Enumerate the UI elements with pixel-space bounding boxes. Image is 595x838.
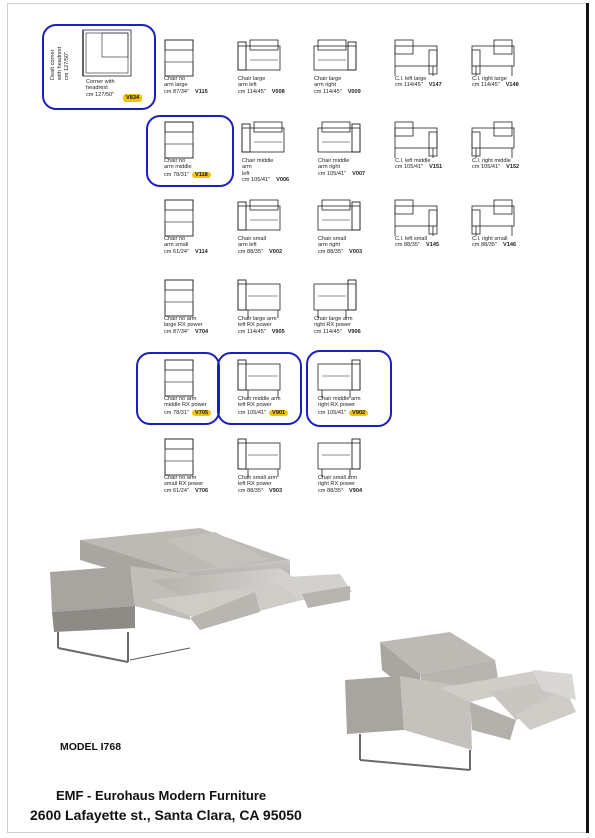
caption-line: arm middle [164, 164, 192, 171]
caption-line: small RX power [164, 481, 204, 488]
caption-line: Chair small [318, 236, 346, 242]
module-code: V901 [269, 410, 288, 416]
caption-line: right RX power [318, 402, 355, 409]
caption-line: Chair large [238, 76, 266, 82]
module-drawing [162, 435, 208, 479]
caption-line: cm 114/45" V009 [314, 88, 361, 95]
module-drawing [162, 276, 208, 320]
module-code: V009 [347, 88, 361, 95]
caption-line: cm 114/45" V147 [395, 82, 442, 89]
caption-line: Chair small arm [238, 475, 278, 481]
caption-line: C.l. right large [472, 76, 507, 82]
sofa-photo-front [40, 520, 360, 670]
module-drawing [236, 196, 282, 240]
caption-line: cm 78/31" V118 [164, 171, 211, 179]
caption-line: Chair no [164, 158, 186, 164]
caption-line: cm 105/41" V007 [318, 170, 366, 177]
caption-line: Chair middle arm [318, 396, 361, 402]
module-drawing [316, 435, 362, 479]
caption-line: arm left [238, 242, 257, 249]
caption-line: Chair small arm [318, 475, 358, 481]
caption-line: arm right [318, 164, 341, 171]
caption-line: C.l. right small [472, 236, 508, 242]
caption-line: cm 105/41" V151 [395, 164, 443, 171]
highlight-circle [146, 115, 234, 187]
module-drawing [470, 196, 516, 240]
module-drawing [470, 36, 516, 80]
module-caption [238, 475, 282, 494]
highlight-circle [306, 350, 392, 427]
caption-line: right RX power [314, 322, 351, 329]
caption-line: large RX power [164, 322, 203, 329]
caption-line: cm 88/35" V002 [238, 248, 283, 255]
caption-line: cm 105/41" V006 [242, 177, 290, 184]
module-drawing [316, 118, 362, 162]
caption-line: cm 88/35" V146 [472, 242, 517, 249]
highlight-circle [217, 352, 302, 425]
caption-line: left RX power [238, 322, 272, 329]
caption-line: cm 88/35" V145 [395, 242, 440, 249]
caption-line: Chair middle [318, 158, 350, 164]
module-drawing [393, 36, 439, 80]
module-caption [472, 76, 519, 89]
company-address: 2600 Lafayette st., Santa Clara, CA 95050 [30, 807, 302, 823]
module-code: V903 [269, 487, 283, 494]
caption-line: middle RX power [164, 402, 207, 409]
module-drawing [312, 276, 358, 320]
module-caption [164, 316, 208, 335]
module-drawing [393, 118, 439, 162]
caption-line: C.l. right middle [472, 158, 511, 164]
caption-line: left RX power [238, 481, 272, 488]
caption-line: Chair large [314, 76, 342, 82]
caption-line: cm 88/35" V903 [238, 487, 283, 494]
module-drawing [312, 36, 358, 80]
module-code: V003 [349, 248, 363, 255]
module-code: V118 [192, 172, 211, 178]
module-caption [472, 158, 519, 171]
module-code: V145 [426, 242, 440, 249]
module-drawing [236, 435, 282, 479]
caption-line: cm 87/34" V704 [164, 328, 209, 335]
company-name: EMF - Eurohaus Modern Furniture [56, 788, 267, 803]
module-caption [395, 76, 442, 89]
module-code: V008 [271, 88, 285, 95]
module-drawing [236, 276, 282, 320]
caption-line: left RX power [238, 402, 272, 409]
caption-line: left [242, 170, 250, 177]
corner-side-label: Dealt corner [50, 49, 56, 80]
caption-line: cm 88/35" V003 [318, 248, 363, 255]
caption-line: cm 88/35" V904 [318, 487, 363, 494]
page-edge [586, 3, 589, 833]
module-caption [164, 76, 208, 95]
sofa-photo-side [340, 630, 585, 780]
module-drawing [316, 196, 362, 240]
module-caption [314, 76, 361, 95]
caption-line: C.l. left middle [395, 158, 431, 164]
caption-line: Chair no [164, 236, 186, 242]
module-code: V705 [192, 410, 211, 416]
highlight-circle [136, 352, 220, 425]
module-drawing [470, 118, 516, 162]
caption-line: Chair no arm [164, 396, 197, 402]
module-caption [238, 236, 282, 255]
caption-line: arm [242, 164, 252, 171]
caption-line: cm 105/41" V902 [318, 409, 368, 417]
module-drawing [236, 36, 282, 80]
module-code: V902 [349, 410, 368, 416]
module-caption [164, 475, 208, 494]
caption-line: cm 114/45" V906 [314, 328, 361, 335]
caption-line: C.l. left large [395, 76, 427, 82]
caption-line: arm large [164, 82, 188, 89]
model-label: MODEL I768 [60, 741, 122, 753]
module-code: V114 [195, 248, 208, 255]
module-code: V151 [429, 164, 443, 171]
caption-line: arm right [314, 82, 337, 89]
caption-line: C.l. left small [395, 236, 428, 242]
highlight-circle [42, 24, 156, 110]
corner-side-label: cm 127/50" [64, 51, 70, 80]
module-code: V904 [349, 487, 363, 494]
module-code: V706 [195, 487, 209, 494]
caption-line: Chair no arm [164, 316, 197, 322]
module-code: V006 [276, 177, 290, 184]
module-caption [164, 236, 208, 255]
module-caption [238, 316, 285, 335]
module-code: V146 [503, 242, 517, 249]
caption-line: Chair middle [242, 158, 274, 164]
module-drawing [162, 36, 208, 80]
module-code: V147 [428, 82, 442, 89]
module-caption [395, 158, 442, 171]
corner-caption: Corner with headrest cm 127/50" [86, 79, 115, 98]
module-caption [395, 236, 439, 249]
caption-line: cm 78/31" V705 [164, 409, 211, 417]
module-caption [238, 76, 285, 95]
module-code: V002 [269, 248, 283, 255]
module-code: V007 [352, 170, 366, 177]
caption-line: cm 114/45" V148 [472, 82, 519, 89]
caption-line: arm right [318, 242, 341, 249]
module-caption [318, 236, 362, 255]
caption-line: cm 87/34" V115 [164, 88, 208, 95]
caption-line: cm 105/41" V901 [238, 409, 288, 417]
module-drawing [393, 196, 439, 240]
caption-line: cm 61/24" V114 [164, 248, 208, 255]
module-caption [314, 316, 361, 335]
caption-line: cm 114/45" V905 [238, 328, 285, 335]
caption-line: Chair large arm [314, 316, 353, 322]
module-code: V115 [195, 88, 208, 95]
caption-line: Chair large arm [238, 316, 277, 322]
module-code: V905 [271, 328, 285, 335]
caption-line: Chair no [164, 76, 186, 82]
module-caption [472, 236, 516, 249]
module-code: V704 [195, 328, 209, 335]
module-code: V148 [505, 82, 519, 89]
caption-line: arm small [164, 242, 189, 249]
caption-line: Chair middle arm [238, 396, 281, 402]
caption-line: cm 105/41" V152 [472, 164, 520, 171]
module-caption [318, 158, 365, 177]
code-badge: V834 [123, 94, 142, 102]
caption-line: cm 61/24" V706 [164, 487, 209, 494]
module-code: V906 [347, 328, 361, 335]
module-code: V152 [506, 164, 520, 171]
caption-line: arm left [238, 82, 257, 89]
module-drawing [162, 196, 208, 240]
caption-line: right RX power [318, 481, 355, 488]
caption-line: cm 114/45" V008 [238, 88, 285, 95]
caption-line: Chair small [238, 236, 266, 242]
caption-line: Chair no arm [164, 475, 197, 481]
module-drawing [240, 118, 286, 162]
corner-side-label: with headrest [57, 46, 63, 80]
module-caption [242, 158, 289, 184]
module-caption [318, 475, 362, 494]
